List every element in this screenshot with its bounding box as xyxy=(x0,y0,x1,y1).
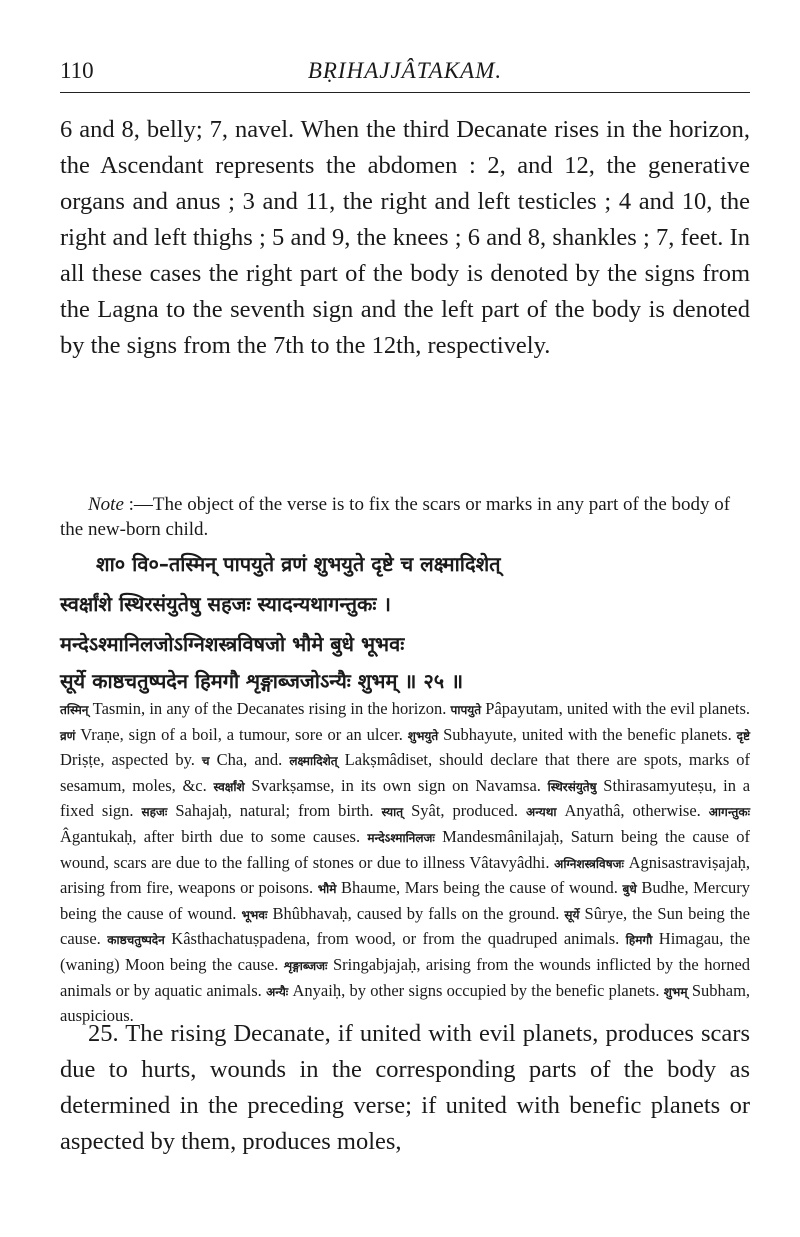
gloss-definition: Agnisastraviṣajaḥ, arising from fire, weapons or poisons. xyxy=(60,852,751,898)
gloss-definition: Bhaume, Mars being the cause of wound. xyxy=(341,878,618,898)
gloss-definition: Sthirasamyuteṣu, in a fixed sign. xyxy=(60,775,751,821)
gloss-definition: Subhayute, united with the benefic planets. xyxy=(443,724,732,744)
gloss-definition: Sahajaḥ, natural; from birth. xyxy=(175,801,374,821)
gloss-definition: Driṣṭe, aspected by. xyxy=(60,750,195,770)
gloss-devanagari-term: शुभयुते xyxy=(407,728,439,743)
verse-line-4: सूर्ये काष्ठचतुष्पदेन हिमगौ शृङ्गाब्जजोऽन्यैः शुभम् ॥ २५ ॥ xyxy=(60,669,464,693)
gloss-devanagari-term: हिमगौ xyxy=(625,933,653,948)
note-label: Note xyxy=(88,494,124,515)
word-gloss-paragraph xyxy=(60,697,750,1029)
gloss-devanagari-term: च xyxy=(201,754,210,769)
gloss-devanagari-term: अन्यथा xyxy=(526,805,557,820)
page-header xyxy=(60,58,750,88)
gloss-devanagari-term: व्रणं xyxy=(60,728,76,743)
note-text: :—The object of the verse is to fix the scars or marks in any part of the body of the new-born child. xyxy=(60,494,731,540)
gloss-devanagari-term: काष्ठचतुष्पदेन xyxy=(107,933,165,948)
verse-translation: 25. The rising Decanate, if united with evil planets, produces scars due to hurts, wounds in the corresponding parts of the body as determined in the preceding verse; if united with benefic planets or aspected by them, produces moles, xyxy=(60,1020,750,1155)
gloss-definition: Svarkṣamse, in its own sign on Navamsa. xyxy=(251,775,541,795)
verse-line-2: स्वर्क्षांशे स्थिरसंयुतेषु सहजः स्यादन्यथागन्तुकः । xyxy=(60,592,391,616)
gloss-devanagari-term: स्थिरसंयुतेषु xyxy=(547,779,597,794)
gloss-devanagari-term: स्यात् xyxy=(381,805,404,820)
gloss-devanagari-term: शुभम् xyxy=(663,984,688,999)
verse-line-3: मन्देऽश्मानिलजोऽग्निशस्त्रविषजो भौमे बुधे भूभवः xyxy=(60,632,405,656)
gloss-definition: Tasmin, in any of the Decanates rising in the horizon. xyxy=(92,699,447,718)
gloss-devanagari-term: भूभवः xyxy=(241,907,268,922)
gloss-devanagari-term: स्वर्क्षांशे xyxy=(213,779,245,794)
gloss-definition: Sringabjajaḥ, arising from the wounds inflicted by the horned animals or by aquatic animals. xyxy=(60,954,751,1000)
gloss-definition: Lakṣmâdiset, should declare that there are spots, marks of sesamum, moles, &c. xyxy=(60,750,751,795)
gloss-definition: Budhe, Mercury being the cause of wound. xyxy=(60,878,751,923)
gloss-devanagari-term: अग्निशस्त्रविषजः xyxy=(554,856,624,871)
gloss-devanagari-term: सहजः xyxy=(141,805,168,820)
gloss-definition: Sûrye, the Sun being the cause. xyxy=(60,903,750,949)
gloss-devanagari-term: सूर्ये xyxy=(564,907,580,922)
gloss-definition: Kâsthachatuṣpadena, from wood, or from the quadruped animals. xyxy=(171,929,620,949)
note-paragraph xyxy=(60,492,750,542)
body-paragraph-bottom xyxy=(60,1016,750,1160)
running-title: BṚIHAJJÂTAKAM. xyxy=(307,58,503,83)
gloss-definition: Syât, produced. xyxy=(411,801,519,821)
gloss-definition: Mandesmânilajaḥ, Saturn being the cause of wound, scars are due to the falling of stones or due to illness Vâtavyâdhi. xyxy=(60,826,751,872)
gloss-devanagari-term: बुधे xyxy=(622,882,637,897)
gloss-devanagari-term: लक्ष्मादिशेत् xyxy=(289,754,338,769)
gloss-definition: Vraṇe, sign of a boil, a tumour, sore or an ulcer. xyxy=(80,724,403,744)
gloss-definition: Cha, and. xyxy=(216,750,283,770)
page-number: 110 xyxy=(60,58,94,83)
gloss-devanagari-term: दृष्टे xyxy=(736,728,751,743)
gloss-devanagari-term: मन्देऽश्मानिलजः xyxy=(367,830,435,845)
header-rule xyxy=(60,92,750,93)
gloss-devanagari-term: पापयुते xyxy=(450,703,482,717)
gloss-definition: Himagau, the (waning) Moon being the cause. xyxy=(60,929,751,974)
gloss-devanagari-term: तस्मिन् xyxy=(60,703,89,717)
gloss-definition: Bhûbhavaḥ, caused by falls on the ground. xyxy=(272,903,560,923)
body-paragraph-top: 6 and 8, belly; 7, navel. When the third Decanate rises in the horizon, the Ascendant represents the abdomen : 2, and 12, the generative organs and anus ; 3 and 11, the right and left testicles ; 4 and 10, the right and left thighs ; 5 and 9, the knees ; 6 and 8, shankles ; 7, feet. In all these cases the right part of the body is denoted by the signs from the Lagna to the seventh sign and the left part of the body is denoted by the signs from the 7th to the 12th, respectively. xyxy=(60,116,750,359)
gloss-definition: Anyaiḥ, by other signs occupied by the benefic planets. xyxy=(292,980,660,1000)
gloss-devanagari-term: भौमे xyxy=(317,882,337,897)
gloss-definition: Anyathâ, otherwise. xyxy=(564,801,701,821)
gloss-definition: Pâpayutam, united with the evil planets. xyxy=(485,699,751,718)
gloss-definition: Subham, auspicious. xyxy=(60,980,751,1026)
gloss-devanagari-term: आगन्तुकः xyxy=(708,805,750,820)
verse-line-1: शा० वि०–तस्मिन् पापयुते व्रणं शुभयुते दृष्टे च लक्ष्मादिशेत् xyxy=(96,552,501,576)
gloss-devanagari-term: शृङ्गाब्जजः xyxy=(283,958,328,973)
gloss-definition: Âgantukaḥ, after birth due to some causes. xyxy=(60,826,361,846)
gloss-devanagari-term: अन्यैः xyxy=(266,984,289,999)
